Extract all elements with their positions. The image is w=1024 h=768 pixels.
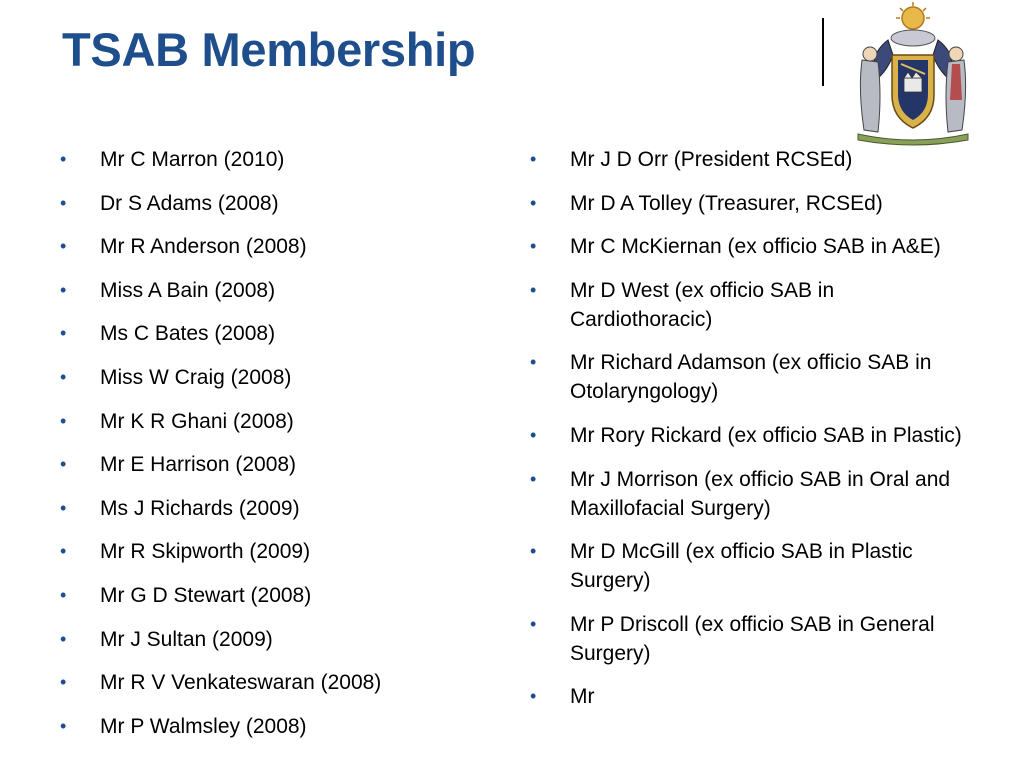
member-name: Mr C Marron (2010) xyxy=(100,148,285,171)
list-item xyxy=(60,319,480,348)
list-item xyxy=(530,537,970,595)
member-name: Mr Richard Adamson (ex officio SAB in Otolaryngology) xyxy=(570,351,932,404)
list-item xyxy=(60,537,480,566)
bullet-icon: • xyxy=(530,149,537,169)
bullet-icon: • xyxy=(60,672,67,693)
right-member-list xyxy=(530,145,970,726)
bullet-icon: • xyxy=(530,236,537,257)
member-name: Mr R Skipworth (2009) xyxy=(100,540,311,564)
bullet-icon: • xyxy=(60,192,67,213)
bullet-icon: • xyxy=(530,279,537,300)
member-name: Mr J Morrison (ex officio SAB in Oral and Maxillofacial Surgery) xyxy=(570,467,951,520)
list-item xyxy=(60,625,480,654)
bullet-icon: • xyxy=(530,352,537,373)
member-name: Mr R Anderson (2008) xyxy=(100,235,307,259)
bullet-icon: • xyxy=(530,613,537,634)
left-member-list xyxy=(60,145,480,755)
list-item xyxy=(60,494,480,523)
page-title: TSAB Membership xyxy=(62,23,476,76)
member-name: Mr P Walmsley (2008) xyxy=(100,714,307,738)
bullet-icon: • xyxy=(60,584,67,605)
list-item xyxy=(60,276,480,305)
bullet-icon: • xyxy=(60,236,67,257)
list-item xyxy=(530,421,970,450)
list-item xyxy=(60,232,480,261)
member-name: Dr S Adams (2008) xyxy=(100,191,279,215)
bullet-icon: • xyxy=(530,686,537,707)
bullet-icon: • xyxy=(60,149,67,169)
member-name: Mr D A Tolley (Treasurer, RCSEd) xyxy=(570,191,883,215)
list-item xyxy=(60,450,480,479)
bullet-icon: • xyxy=(60,454,67,475)
bullet-icon: • xyxy=(60,410,67,431)
list-item xyxy=(60,189,480,218)
list-item xyxy=(530,232,970,261)
member-name: Ms C Bates (2008) xyxy=(100,322,276,346)
member-name: Mr C McKiernan (ex officio SAB in A&E) xyxy=(570,235,941,259)
title-divider xyxy=(822,18,824,86)
list-item xyxy=(530,610,970,668)
member-name: Mr K R Ghani (2008) xyxy=(100,409,294,433)
list-item xyxy=(530,189,970,218)
list-item xyxy=(60,668,480,697)
member-name: Mr G D Stewart (2008) xyxy=(100,583,312,607)
member-name: Miss W Craig (2008) xyxy=(100,365,292,389)
list-item xyxy=(530,348,970,406)
bullet-icon: • xyxy=(60,715,67,736)
member-name: Mr D West (ex officio SAB in Cardiothoracic) xyxy=(570,278,835,331)
member-name: Mr R V Venkateswaran (2008) xyxy=(100,671,382,695)
member-name: Mr Rory Rickard (ex officio SAB in Plastic) xyxy=(570,423,962,447)
member-name: Mr J Sultan (2009) xyxy=(100,627,273,651)
member-name: Mr P Driscoll (ex officio SAB in General Surgery) xyxy=(570,612,935,665)
list-item xyxy=(60,712,480,741)
bullet-icon: • xyxy=(530,192,537,213)
list-item xyxy=(530,145,970,174)
bullet-icon: • xyxy=(60,628,67,649)
member-name: Mr E Harrison (2008) xyxy=(100,453,297,477)
bullet-icon: • xyxy=(60,279,67,300)
bullet-icon: • xyxy=(530,424,537,445)
list-item xyxy=(60,407,480,436)
bullet-icon: • xyxy=(530,468,537,489)
list-item xyxy=(60,145,480,174)
list-item xyxy=(530,276,970,334)
list-item xyxy=(530,465,970,523)
member-name: Mr xyxy=(570,685,595,709)
list-item xyxy=(60,363,480,392)
bullet-icon: • xyxy=(60,497,67,518)
coat-of-arms-icon xyxy=(848,0,978,150)
bullet-icon: • xyxy=(60,323,67,344)
member-name: Ms J Richards (2009) xyxy=(100,496,300,520)
member-name: Mr J D Orr (President RCSEd) xyxy=(570,148,853,171)
bullet-icon: • xyxy=(60,366,67,387)
list-item xyxy=(530,682,970,711)
member-name: Miss A Bain (2008) xyxy=(100,278,276,302)
member-name: Mr D McGill (ex officio SAB in Plastic Surgery) xyxy=(570,540,913,593)
bullet-icon: • xyxy=(60,541,67,562)
list-item xyxy=(60,581,480,610)
bullet-icon: • xyxy=(530,541,537,562)
